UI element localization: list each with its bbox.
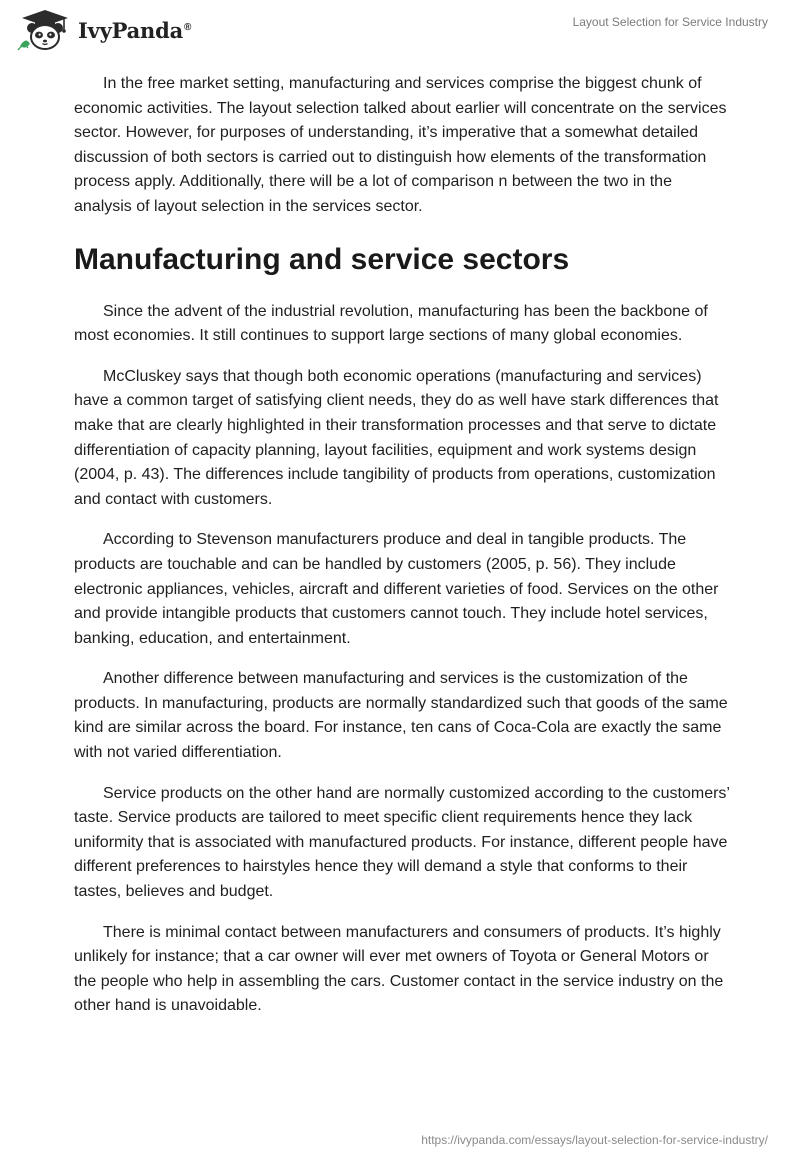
panda-graduate-icon <box>16 8 74 52</box>
paragraph: Service products on the other hand are normally customized according to the customers’ taste. Service products are tailored to meet specific client requirements hence they lack uniformity that is associated with manufactured products. For instance, different people have different preferences to hairstyles hence they will demand a style that conforms to their tastes, believes and budget. <box>74 784 730 901</box>
source-url-link[interactable]: https://ivypanda.com/essays/layout-selection-for-service-industry/ <box>421 1133 768 1147</box>
brand-logo[interactable] <box>16 8 191 52</box>
paragraph: Another difference between manufacturing and services is the customization of the products. In manufacturing, products are normally standardized such that goods of the same kind are similar across the board. For instance, ten cans of Coca-Cola are exactly the same with not varied differentiation. <box>74 670 728 762</box>
paragraph: McCluskey says that though both economic operations (manufacturing and services) have a common target of satisfying client needs, they do as well have stark differences that make that are clearly highlighted in their transformation processes and that serve to dictate differentiation of capacity planning, layout facilities, equipment and work systems design (2004, p. 43). The differences include tangibility of products from operations, customization and contact with customers. <box>74 367 719 508</box>
essay-body <box>74 72 730 1035</box>
section-heading: Manufacturing and service sectors <box>74 242 570 276</box>
document-title: Layout Selection for Service Industry <box>572 15 768 29</box>
paragraph: There is minimal contact between manufacturers and consumers of products. It’s highly unlikely for instance; that a car owner will ever met owners of Toyota or General Motors or the people who help in assembling the cars. Customer contact in the service industry on the other hand is unavoidable. <box>74 923 724 1015</box>
intro-paragraph: In the free market setting, manufacturing and services comprise the biggest chunk of economic activities. The layout selection talked about earlier will concentrate on the services sector. However, for purposes of understanding, it’s imperative that a somewhat detailed discussion of both sectors is carried out to distinguish how elements of the transformation process apply. Additionally, there will be a lot of comparison n between the two in the analysis of layout selection in the services sector. <box>74 75 727 215</box>
brand-name: IvyPanda® <box>78 17 192 43</box>
paragraph: According to Stevenson manufacturers produce and deal in tangible products. The products are touchable and can be handled by customers (2005, p. 56). They include electronic appliances, vehicles, aircraft and different varieties of food. Services on the other and provide intangible products that customers cannot touch. They include hotel services, banking, education, and entertainment. <box>74 531 719 647</box>
page-header <box>0 0 800 60</box>
paragraph: Since the advent of the industrial revolution, manufacturing has been the backbone of most economies. It still continues to support large sections of many global economies. <box>74 302 708 345</box>
